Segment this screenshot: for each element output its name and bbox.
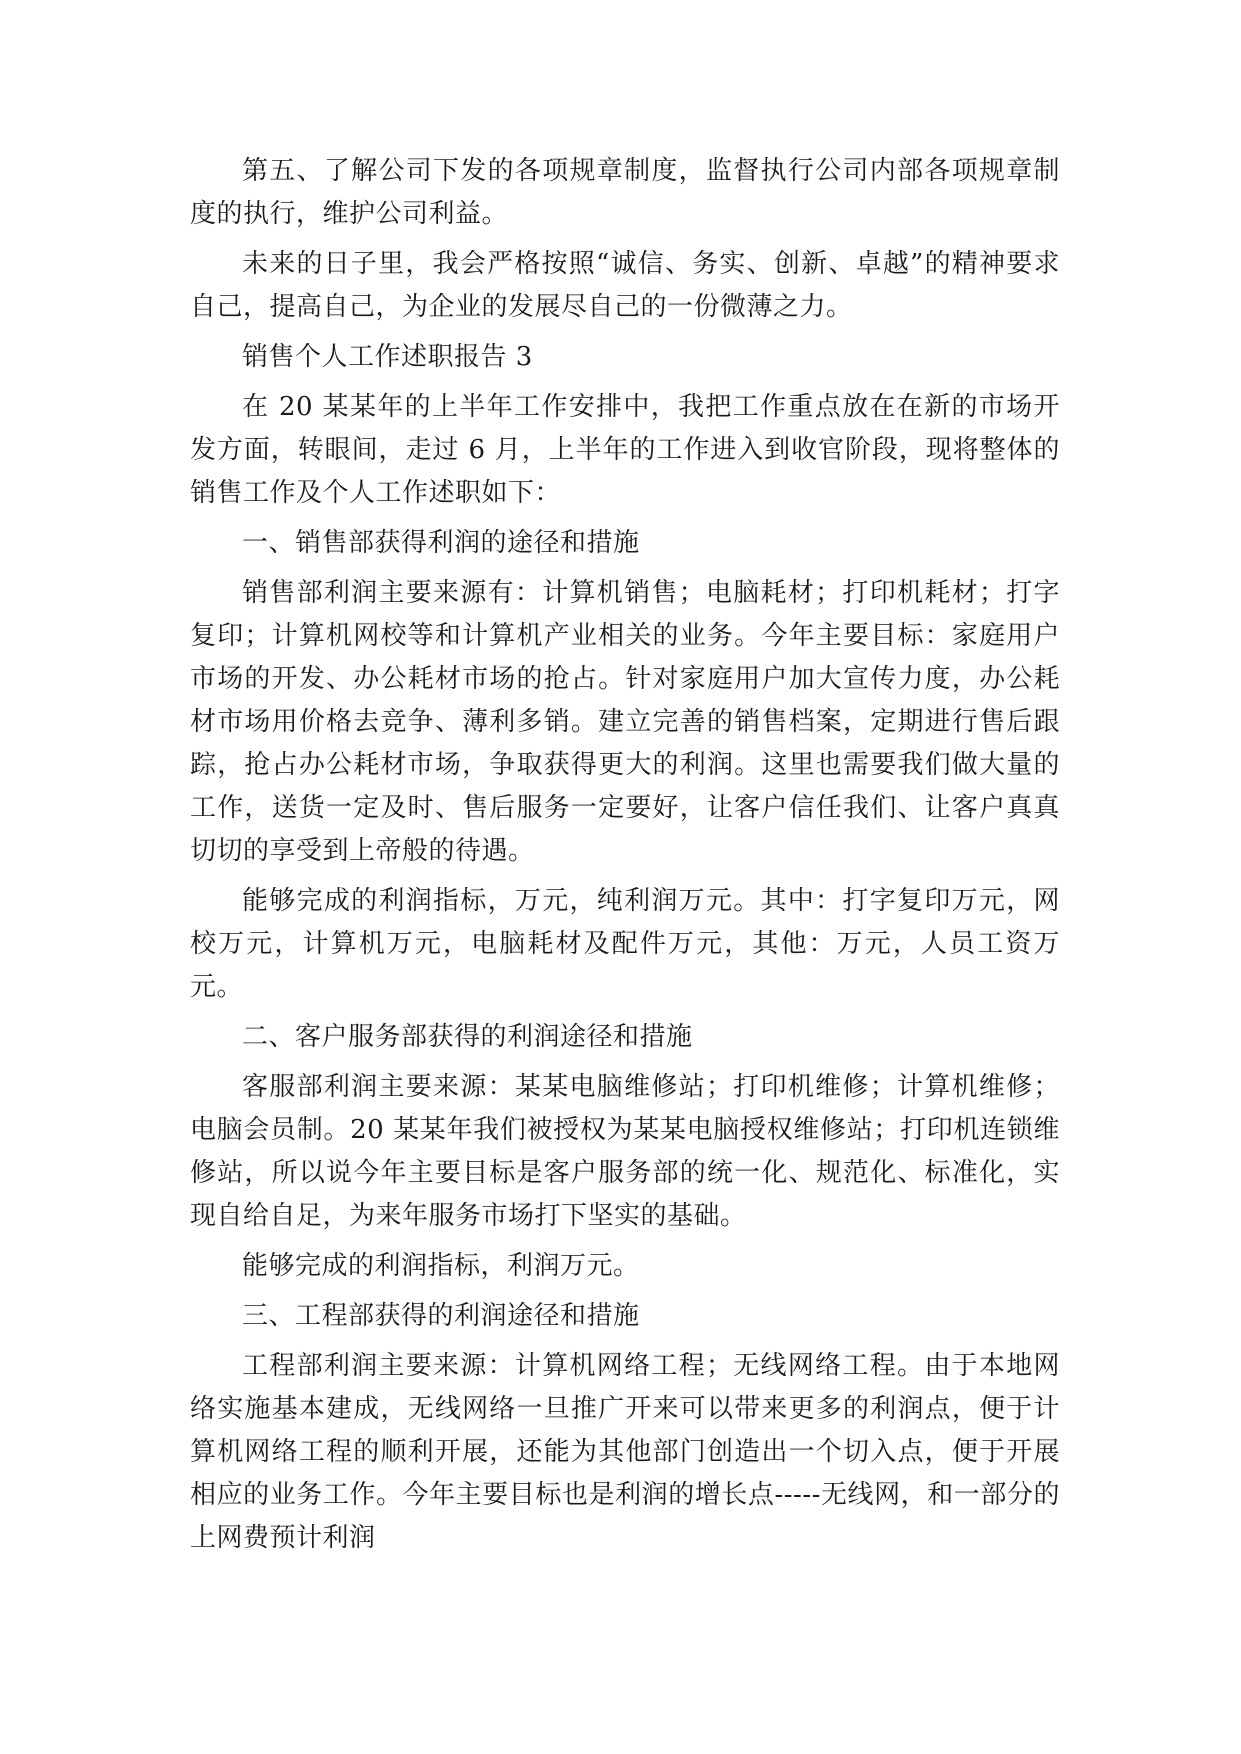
document-body [190,150,1060,1560]
paragraph-sales-dept-target: 能够完成的利润指标，万元，纯利润万元。其中：打字复印万元，网校万元，计算机万元，电脑耗材及配件万元，其他：万元，人员工资万元。 [190,886,1060,1002]
paragraph-engineering-profit: 工程部利润主要来源：计算机网络工程；无线网络工程。由于本地网络实施基本建成，无线网络一旦推广开来可以带来更多的利润点，便于计算机网络工程的顺利开展，还能为其他部门创造出一个切入点，便于开展相应的业务工作。今年主要目标也是利润的增长点-----无线网，和一部分的上网费预计利润 [190,1351,1060,1553]
paragraph-sales-dept-profit: 销售部利润主要来源有：计算机销售；电脑耗材；打印机耗材；打字复印；计算机网校等和计算机产业相关的业务。今年主要目标：家庭用户市场的开发、办公耗材市场的抢占。针对家庭用户加大宣传力度，办公耗材市场用价格去竞争、薄利多销。建立完善的销售档案，定期进行售后跟踪，抢占办公耗材市场，争取获得更大的利润。这里也需要我们做大量的工作，送货一定及时、售后服务一定要好，让客户信任我们、让客户真真切切的享受到上帝般的待遇。 [190,578,1060,866]
paragraph-rule-five: 第五、了解公司下发的各项规章制度，监督执行公司内部各项规章制度的执行，维护公司利益。 [190,156,1060,229]
paragraph-report-intro: 在 20 某某年的上半年工作安排中，我把工作重点放在在新的市场开发方面，转眼间，走过 6 月，上半年的工作进入到收官阶段，现将整体的销售工作及个人工作述职如下： [190,392,1060,508]
paragraph-customer-service-profit: 客服部利润主要来源：某某电脑维修站；打印机维修；计算机维修；电脑会员制。20 某某年我们被授权为某某电脑授权维修站；打印机连锁维修站，所以说今年主要目标是客户服务部的统一化、规范化、标准化，实现自给自足，为来年服务市场打下坚实的基础。 [190,1072,1060,1231]
section-heading-report-3: 销售个人工作述职报告 3 [242,342,533,372]
heading-engineering-dept: 三、工程部获得的利润途径和措施 [242,1301,640,1331]
heading-customer-service-dept: 二、客户服务部获得的利润途径和措施 [242,1022,693,1052]
paragraph-customer-service-target: 能够完成的利润指标，利润万元。 [242,1251,640,1281]
heading-sales-dept: 一、销售部获得利润的途径和措施 [242,528,640,558]
paragraph-future-commitment: 未来的日子里，我会严格按照“诚信、务实、创新、卓越”的精神要求自己，提高自己，为企业的发展尽自己的一份微薄之力。 [190,249,1060,322]
